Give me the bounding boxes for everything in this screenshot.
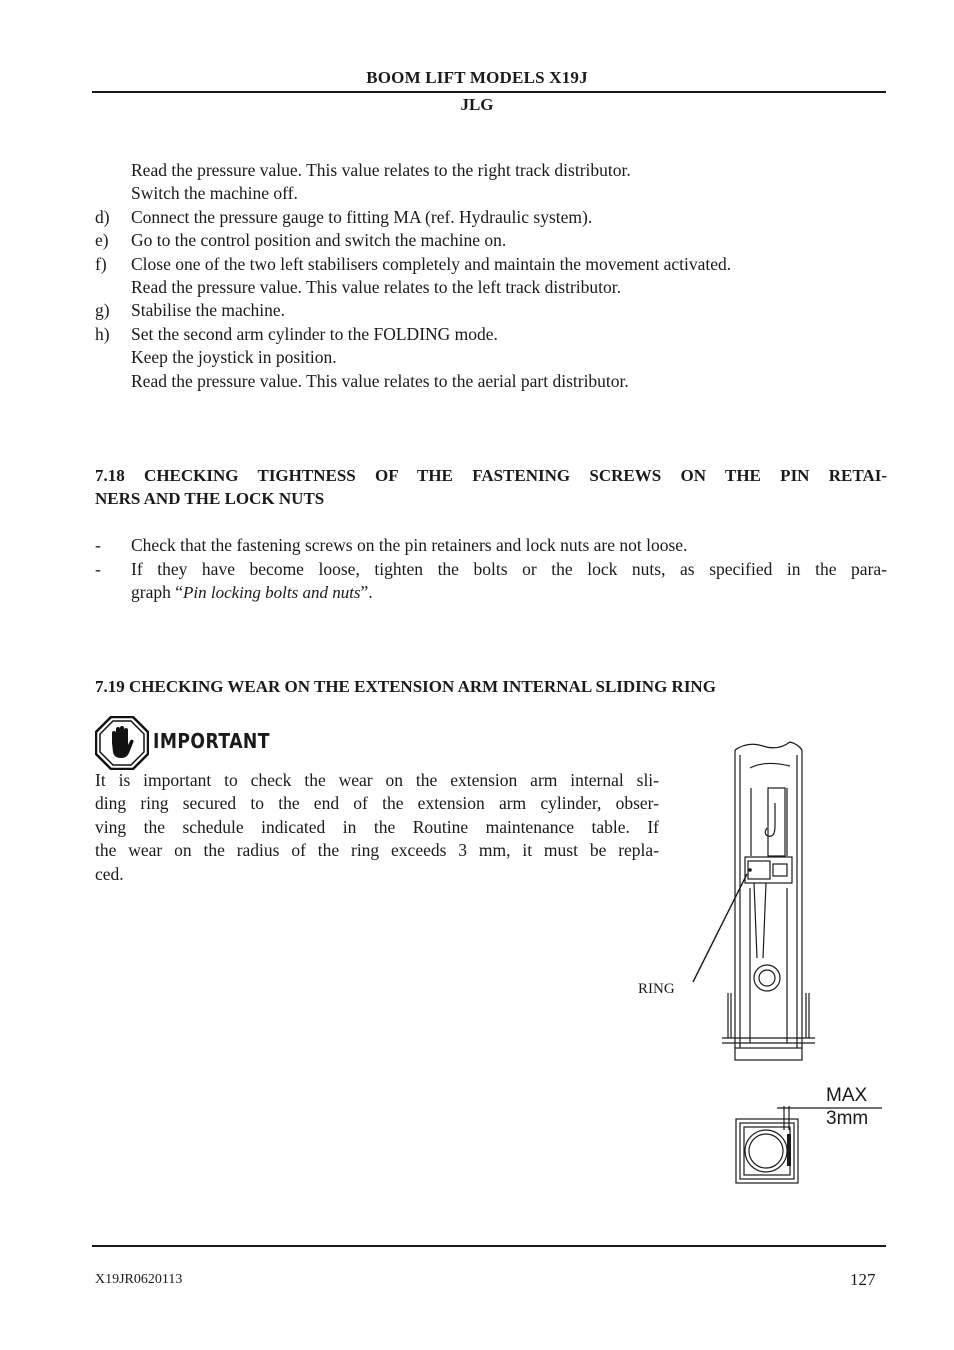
procedure-line-text: Set the second arm cylinder to the FOLDING mode. xyxy=(131,324,498,344)
paragraph-reference: Pin locking bolts and nuts xyxy=(183,583,361,602)
step-marker: h) xyxy=(95,324,110,344)
quote-close: ”. xyxy=(360,582,373,602)
document-code: X19JR0620113 xyxy=(95,1272,183,1287)
important-text-line: ding ring secured to the end of the extension arm cylinder, obser- xyxy=(95,793,659,813)
section-718-heading-line2: NERS AND THE LOCK NUTS xyxy=(95,489,325,508)
bullet-marker: - xyxy=(95,535,101,555)
footer-divider xyxy=(92,1245,886,1247)
step-marker: e) xyxy=(95,230,109,250)
section-719-heading: 7.19 CHECKING WEAR ON THE EXTENSION ARM INTERNAL SLIDING RING xyxy=(95,677,716,696)
procedure-line-text: Read the pressure value. This value relates to the left track distributor. xyxy=(131,277,622,297)
max-value: 3mm xyxy=(826,1108,869,1129)
important-text-line: ced. xyxy=(95,864,124,884)
procedure-line-text: Read the pressure value. This value relates to the right track distributor. xyxy=(131,160,631,180)
procedure-line-text: Keep the joystick in position. xyxy=(131,347,337,367)
page-number: 127 xyxy=(850,1270,876,1289)
important-text-line: It is important to check the wear on the extension arm internal sli- xyxy=(95,770,659,790)
important-label: IMPORTANT xyxy=(153,729,270,753)
procedure-line-text: Go to the control position and switch the machine on. xyxy=(131,230,507,250)
max-label: MAX xyxy=(826,1085,868,1106)
ring-label: RING xyxy=(638,981,675,997)
extension-arm-drawing xyxy=(690,738,825,1068)
procedure-line-text: Switch the machine off. xyxy=(131,183,298,203)
procedure-line-text: Stabilise the machine. xyxy=(131,300,286,320)
bullet-text: If they have become loose, tighten the bolts or the lock nuts, as specified in the para- xyxy=(131,559,887,579)
page-header-brand: JLG xyxy=(460,95,494,114)
section-718-heading-line1: 7.18 CHECKING TIGHTNESS OF THE FASTENING SCREWS ON THE PIN RETAI- xyxy=(95,466,887,485)
step-marker: f) xyxy=(95,254,107,274)
header-divider xyxy=(92,91,886,93)
procedure-line-text: Connect the pressure gauge to fitting MA (ref. Hydraulic system). xyxy=(131,207,593,227)
important-text-line: ving the schedule indicated in the Routine maintenance table. If xyxy=(95,817,659,837)
page-header-title: BOOM LIFT MODELS X19J xyxy=(366,68,588,87)
procedure-line-text: Read the pressure value. This value relates to the aerial part distributor. xyxy=(131,371,629,391)
procedure-line-text: Close one of the two left stabilisers completely and maintain the movement activated. xyxy=(131,254,732,274)
bullet-marker: - xyxy=(95,559,101,579)
quote-open: graph “ xyxy=(131,582,183,602)
max-wear-label xyxy=(826,1084,868,1130)
step-marker: d) xyxy=(95,207,110,227)
stop-hand-icon xyxy=(95,716,149,770)
bullet-text: Check that the fastening screws on the pin retainers and lock nuts are not loose. xyxy=(131,535,688,555)
step-marker: g) xyxy=(95,300,110,320)
important-text-line: the wear on the radius of the ring exceeds 3 mm, it must be repla- xyxy=(95,840,659,860)
